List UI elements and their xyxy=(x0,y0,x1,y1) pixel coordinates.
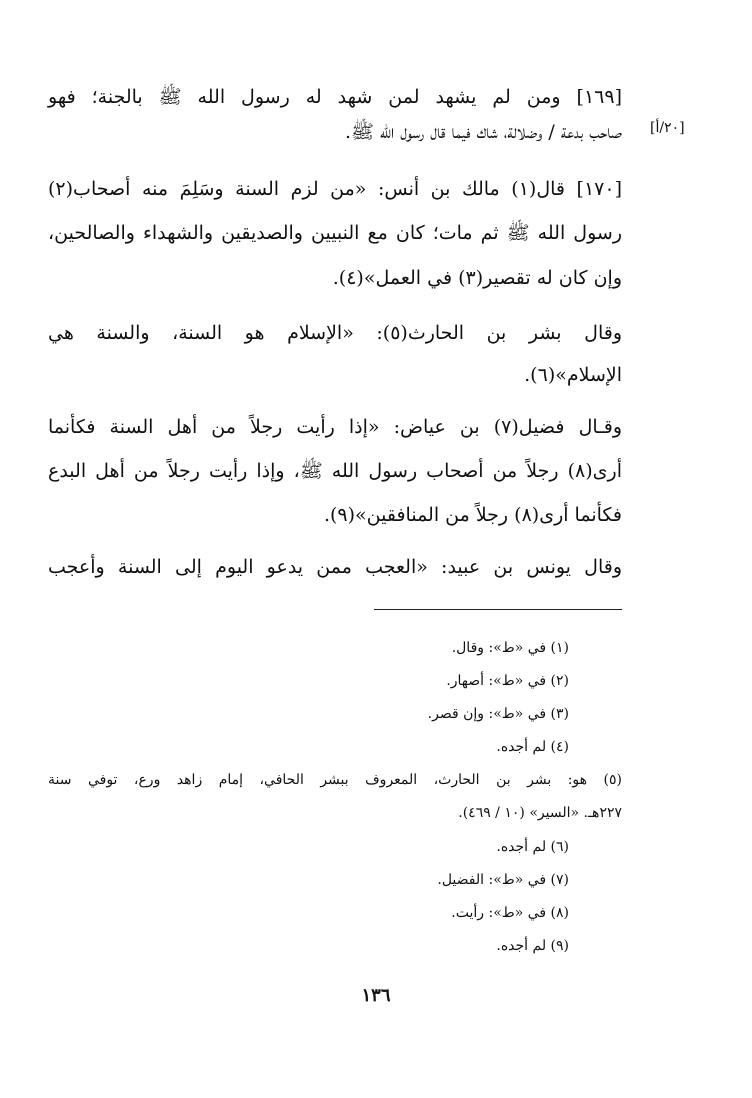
page-number: ١٣٦ xyxy=(361,985,391,1006)
footnote-4: (٤) لم أجده. xyxy=(496,739,569,755)
fudayl-quote-line-3: فكأنما أرى(٨) رجلاً من المنافقين»(٩). xyxy=(323,504,622,526)
paragraph-170-line-1: [١٧٠] قال(١) مالك بن أنس: «من لزم السنة وسَلِمَ منه أصحاب(٢) xyxy=(48,178,622,200)
footnote-5-line-1: (٥) هو: بشر بن الحارث، المعروف ببشر الحافي، إمام زاهد ورع، توفي سنة xyxy=(48,772,622,788)
paragraph-170-line-2: رسول الله ﷺ ثم مات؛ كان مع النبيين والصديقين والشهداء والصالحين، xyxy=(48,222,622,244)
footnote-separator xyxy=(374,609,622,610)
fudayl-quote-line-1: وقـال فضيل(٧) بن عياض: «إذا رأيت رجلاً من أهل السنة فكأنما xyxy=(48,416,622,438)
footnote-5-line-2: ٢٢٧هـ. «السير» (١٠ / ٤٦٩). xyxy=(458,805,622,821)
paragraph-169-line-2: صاحب بدعة / وضلالة، شاك فيما قال رسول الله ﷺ. xyxy=(344,121,622,143)
footnote-3: (٣) في «ط»: وإن قصر. xyxy=(427,706,569,722)
paragraph-169-line-1: [١٦٩] ومن لم يشهد لمن شهد له رسول الله ﷺ بالجنة؛ فهو xyxy=(48,86,622,108)
footnote-6: (٦) لم أجده. xyxy=(496,839,569,855)
bishr-quote-line-1: وقال بشر بن الحارث(٥): «الإسلام هو السنة، والسنة هي xyxy=(48,322,622,344)
paragraph-170-line-3: وإن كان له تقصير(٣) في العمل»(٤). xyxy=(332,267,622,289)
footnote-7: (٧) في «ط»: الفضيل. xyxy=(437,872,569,888)
yunus-quote-line-1: وقال يونس بن عبيد: «العجب ممن يدعو اليوم إلى السنة وأعجب xyxy=(48,556,622,578)
footnote-8: (٨) في «ط»: رأيت. xyxy=(451,905,569,921)
fudayl-quote-line-2: أرى(٨) رجلاً من أصحاب رسول الله ﷺ، وإذا رأيت رجلاً من أهل البدع xyxy=(48,460,622,482)
footnote-1: (١) في «ط»: وقال. xyxy=(451,640,569,656)
footnote-9: (٩) لم أجده. xyxy=(496,938,569,954)
bishr-quote-line-2: الإسلام»(٦). xyxy=(524,364,622,386)
footnote-2: (٢) في «ط»: أصهار. xyxy=(446,673,569,689)
manuscript-folio-marker: [٢٠/أ] xyxy=(650,120,685,136)
